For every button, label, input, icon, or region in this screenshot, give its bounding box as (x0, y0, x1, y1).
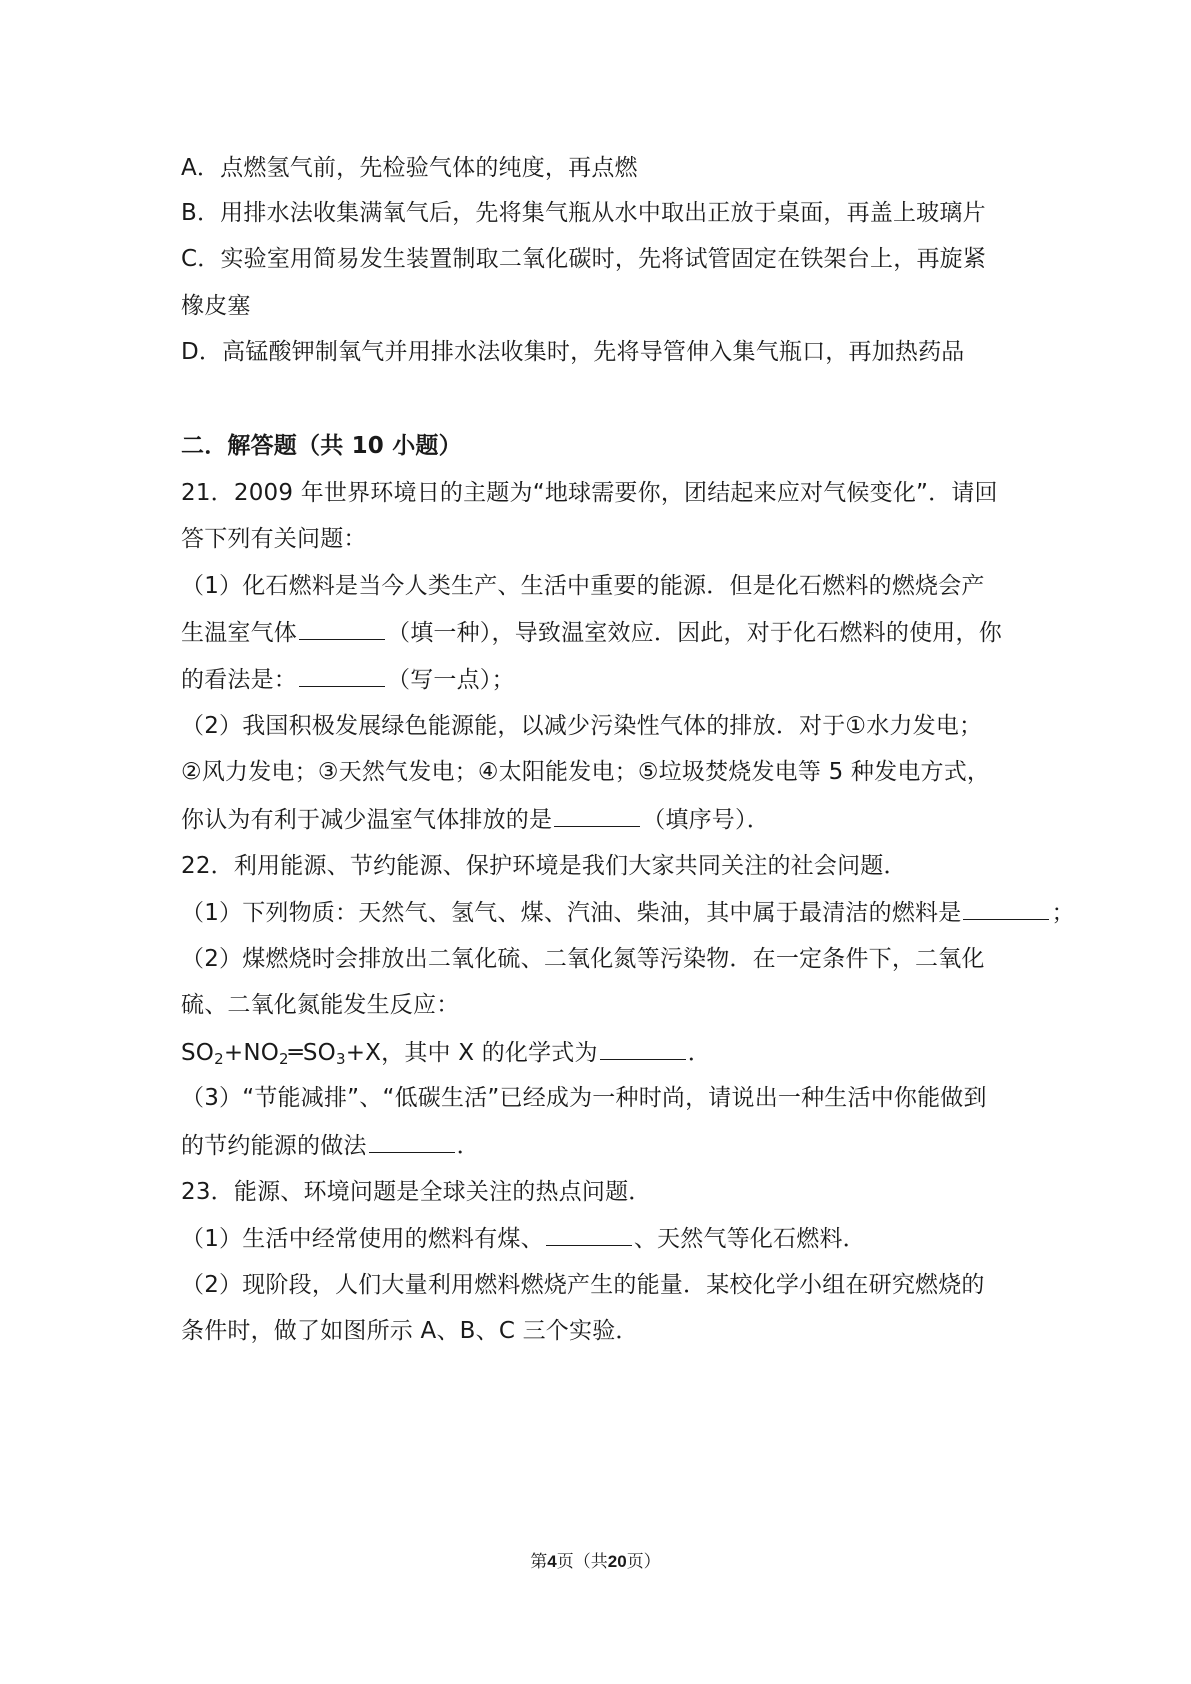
eq-end: ． (687, 1040, 711, 1066)
answer-blank[interactable] (600, 1037, 686, 1060)
choice-b: B．用排水法收集满氧气后，先将集气瓶从水中取出正放于桌面，再盖上玻璃片 (181, 200, 986, 226)
q23-line2 (181, 1223, 1021, 1254)
q21-line5 (181, 664, 1021, 695)
eq-tail: +X，其中 X 的化学式为 (345, 1040, 598, 1066)
q21-line5-end: （写一点）； (387, 667, 515, 693)
eq-sub: 2 (279, 1050, 289, 1068)
q21-line7: ②风力发电；③天然气发电；④太阳能发电；⑤垃圾焚烧发电等 5 种发电方式， (181, 759, 991, 785)
eq-no: +NO (223, 1040, 280, 1066)
answer-blank[interactable] (554, 804, 640, 827)
footer-middle: 页（共 (556, 1552, 608, 1572)
footer-total-pages: 20 (607, 1552, 627, 1571)
q22-line1: 22．利用能源、节约能源、保护环境是我们大家共同关注的社会问题． (181, 853, 907, 879)
q23-line2-start: （1）生活中经常使用的燃料有煤、 (181, 1226, 544, 1252)
choice-c-line2: 橡皮塞 (181, 293, 251, 319)
q23-line2-end: 、天然气等化石燃料． (633, 1226, 866, 1252)
footer-page-number: 4 (547, 1552, 557, 1571)
eq-sub: 2 (214, 1050, 224, 1068)
answer-blank[interactable] (963, 897, 1049, 920)
footer-suffix: 页） (626, 1552, 661, 1572)
q22-line7 (181, 1130, 1021, 1161)
choice-d: D．高锰酸钾制氧气并用排水法收集时，先将导管伸入集气瓶口，再加热药品 (181, 339, 965, 365)
q21-line4 (181, 617, 1021, 648)
q21-line6: （2）我国积极发展绿色能源能，以减少污染性气体的排放．对于①水力发电； (181, 713, 983, 739)
q23-line1: 23．能源、环境问题是全球关注的热点问题． (181, 1179, 652, 1205)
section-title: 二．解答题（共 10 小题） (181, 433, 462, 459)
answer-blank[interactable] (299, 664, 385, 687)
q21-line4-end: （填一种），导致温室效应．因此，对于化石燃料的使用，你 (387, 620, 1002, 646)
q22-line4: 硫、二氧化氮能发生反应： (181, 992, 460, 1018)
q23-line4: 条件时，做了如图所示 A、B、C 三个实验． (181, 1318, 639, 1344)
q21-line8-start: 你认为有利于减少温室气体排放的是 (181, 807, 553, 833)
q22-equation (181, 1037, 1021, 1068)
q21-line8 (181, 804, 1021, 835)
answer-blank[interactable] (369, 1130, 455, 1153)
choice-a: A．点燃氢气前，先检验气体的纯度，再点燃 (181, 155, 638, 181)
q23-line3: （2）现阶段，人们大量利用燃料燃烧产生的能量．某校化学小组在研究燃烧的 (181, 1272, 985, 1298)
q21-line2: 答下列有关问题： (181, 526, 367, 552)
q21-line5-start: 的看法是： (181, 667, 297, 693)
eq-sub: 3 (335, 1050, 346, 1068)
q22-line7-end: ． (456, 1133, 480, 1159)
q22-line3: （2）煤燃烧时会排放出二氧化硫、二氧化氮等污染物．在一定条件下，二氧化 (181, 946, 985, 972)
q21-line1: 21．2009 年世界环境日的主题为“地球需要你，团结起来应对气候变化”．请回 (181, 480, 998, 506)
q21-line8-end: （填序号）． (642, 807, 770, 833)
footer-prefix: 第 (530, 1552, 548, 1572)
choice-c-line1: C．实验室用简易发生装置制取二氧化碳时，先将试管固定在铁架台上，再旋紧 (181, 246, 987, 272)
page-footer (0, 1547, 1191, 1572)
q22-line7-start: 的节约能源的做法 (181, 1133, 367, 1159)
q22-line6: （3）“节能减排”、“低碳生活”已经成为一种时尚，请说出一种生活中你能做到 (181, 1085, 987, 1111)
q21-line4-start: 生温室气体 (181, 620, 297, 646)
eq-equals-so: ═SO (288, 1040, 336, 1066)
q21-line3: （1）化石燃料是当今人类生产、生活中重要的能源．但是化石燃料的燃烧会产 (181, 573, 985, 599)
q22-line2-end: ； (1051, 900, 1075, 926)
answer-blank[interactable] (546, 1223, 632, 1246)
eq-so: SO (181, 1040, 215, 1066)
q22-line2-start: （1）下列物质：天然气、氢气、煤、汽油、柴油，其中属于最清洁的燃料是 (181, 900, 962, 926)
q22-line2 (181, 897, 1075, 928)
answer-blank[interactable] (299, 617, 385, 640)
